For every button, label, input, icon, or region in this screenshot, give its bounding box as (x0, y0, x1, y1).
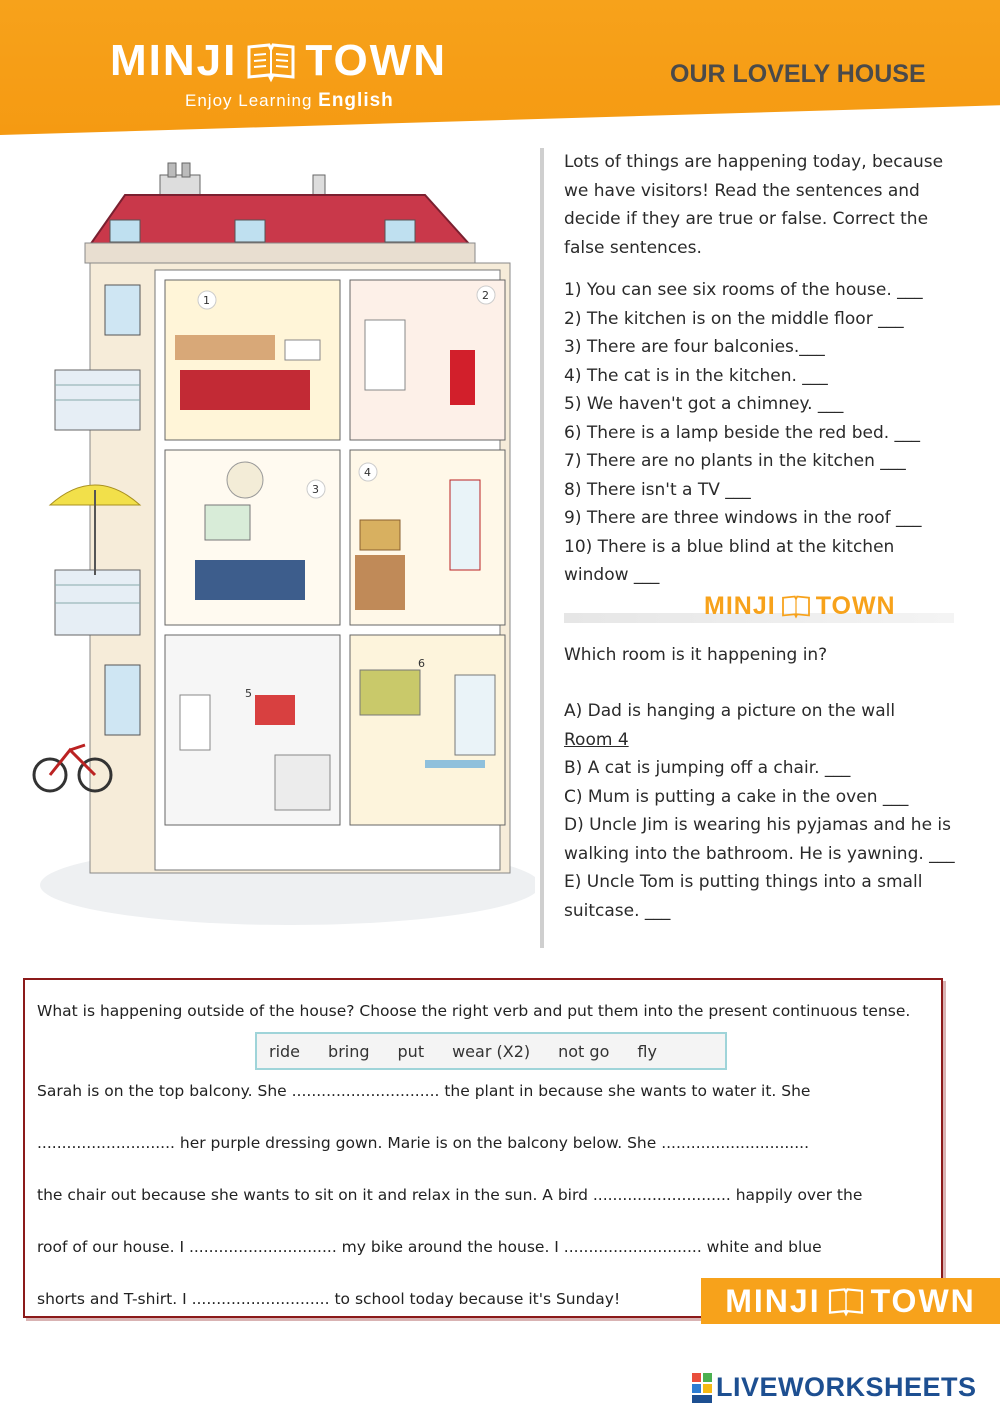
exercise-line: roof of our house. I .............................. my bike around the house. I ............................ white and blue (37, 1238, 822, 1256)
room-number-6: 6 (418, 657, 425, 670)
list-item: 4) The cat is in the kitchen. ___ (564, 365, 828, 386)
book-icon (245, 39, 297, 83)
bottom-logo-left: MINJI (725, 1282, 821, 1319)
exercise-column (540, 148, 960, 948)
tagline-emphasis: English (318, 90, 394, 111)
list-item: 1) You can see six rooms of the house. ___ (564, 280, 923, 300)
example-answer: Room 4 (564, 729, 629, 750)
logo-word-left: MINJI (110, 36, 238, 85)
word-bank-item: wear (X2) (452, 1041, 531, 1061)
liveworksheets-logo[interactable] (692, 1372, 977, 1403)
list-item: C) Mum is putting a cake in the oven ___ (564, 786, 909, 807)
word-bank-item: not go (558, 1041, 610, 1061)
exercise-line: ............................ her purple dressing gown. Marie is on the balcony below. She .............................. (37, 1134, 810, 1152)
list-item: 8) There isn't a TV ___ (564, 479, 751, 500)
word-bank-item: fly (637, 1041, 657, 1061)
list-item: 10) There is a blue blind at the kitchen window ___ (564, 536, 895, 585)
room-question: Which room is it happening in? (564, 644, 828, 665)
list-item: 5) We haven't got a chimney. ___ (564, 394, 844, 414)
room-number-4: 4 (364, 466, 371, 479)
logo-word-right: TOWN (305, 36, 447, 85)
room-number-3: 3 (312, 483, 319, 496)
list-item: D) Uncle Jim is wearing his pyjamas and he is walking into the bathroom. He is yawning. ___ (564, 815, 955, 864)
example-item: A) Dad is hanging a picture on the wall (564, 701, 896, 721)
verb-exercise-box (23, 978, 943, 1318)
exercise-instruction: What is happening outside of the house? Choose the right verb and put them into the present continuous tense. (37, 1002, 911, 1020)
room-number-1: 1 (203, 294, 210, 307)
exercise-line: the chair out because she wants to sit on it and relax in the sun. A bird ............................ happily over the (37, 1186, 863, 1204)
liveworksheets-icon (692, 1373, 712, 1403)
list-item: 3) There are four balconies.___ (564, 337, 825, 357)
mini-logo-left: MINJI (704, 591, 776, 620)
mini-logo-right: TOWN (815, 591, 896, 620)
exercise-line: shorts and T-shirt. I ............................ to school today because it's Sunday! (37, 1290, 621, 1308)
word-bank-item: ride (269, 1041, 301, 1061)
list-item: 7) There are no plants in the kitchen ___ (564, 451, 906, 471)
room-number-2: 2 (482, 289, 489, 302)
word-bank-item: bring (328, 1041, 370, 1061)
list-item: 6) There is a lamp beside the red bed. ___ (564, 422, 921, 443)
bottom-brand-logo (701, 1278, 1000, 1324)
book-icon (780, 593, 812, 619)
word-bank-item: put (397, 1041, 425, 1061)
word-bank (255, 1032, 727, 1070)
liveworksheets-text: LIVEWORKSHEETS (716, 1372, 977, 1402)
list-item: B) A cat is jumping off a chair. ___ (564, 758, 851, 778)
brand-logo (110, 36, 447, 86)
house-illustration (30, 145, 535, 945)
room-number-5: 5 (245, 687, 252, 700)
exercise-line: Sarah is on the top balcony. She .............................. the plant in because she wants to water it. She (37, 1082, 811, 1100)
true-false-list (564, 276, 960, 590)
list-item: 2) The kitchen is on the middle floor ___ (564, 308, 904, 329)
page-title: OUR LOVELY HOUSE (670, 60, 926, 88)
intro-paragraph: Lots of things are happening today, because we have visitors! Read the sentences and decide if they are true or false. Correct the false sentences. (564, 152, 944, 258)
tagline-text: Enjoy Learning (185, 91, 313, 110)
book-icon (827, 1285, 865, 1317)
tagline (185, 90, 394, 112)
list-item: E) Uncle Tom is putting things into a small suitcase. ___ (564, 872, 923, 921)
list-item: 9) There are three windows in the roof ___ (564, 508, 922, 528)
bottom-logo-right: TOWN (870, 1282, 976, 1319)
